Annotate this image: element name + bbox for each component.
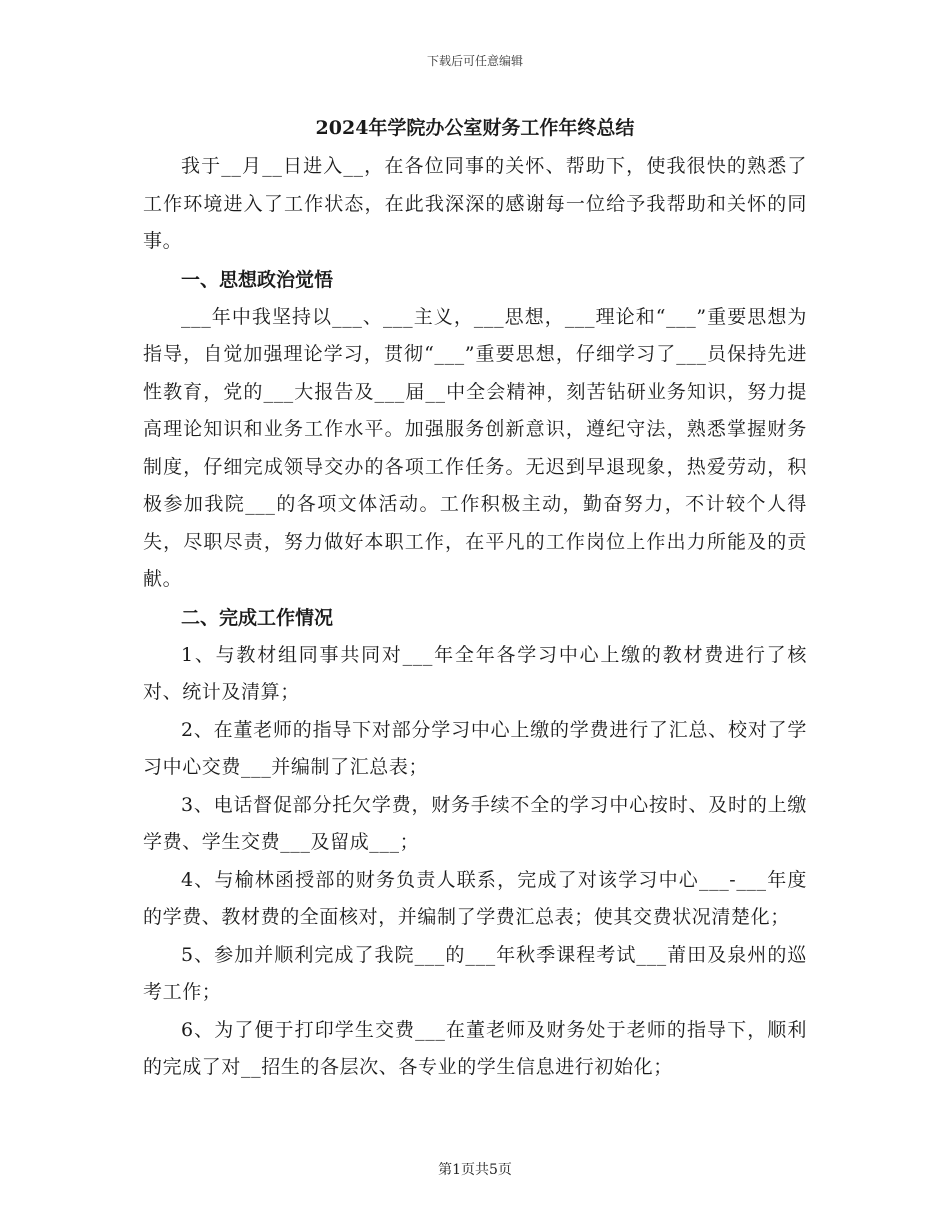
work-item-4: 4、与榆林函授部的财务负责人联系，完成了对该学习中心___-___年度的学费、教材费的全面核对，并编制了学费汇总表；使其交费状况清楚化； bbox=[143, 868, 807, 928]
document-title: 2024年学院办公室财务工作年终总结 bbox=[315, 117, 635, 139]
work-item-1: 1、与教材组同事共同对___年全年各学习中心上缴的教材费进行了核对、统计及清算； bbox=[143, 643, 807, 703]
section-heading-political: 一、思想政治觉悟 bbox=[181, 268, 334, 291]
document-body bbox=[143, 108, 807, 1087]
political-paragraph: ___年中我坚持以___、___主义，___思想，___理论和“___”重要思想为指导，自觉加强理论学习，贯彻“___”重要思想，仔细学习了___员保持先进性教育，党的___大报告及___届__中全会精神，刻苦钻研业务知识，努力提高理论知识和业务工作水平。加强服务创新意识，遵纪守法，熟悉掌握财务制度，仔细完成领导交办的各项工作任务。无迟到早退现象，热爱劳动，积极参加我院___的各项文体活动。工作积极主动，勤奋努力，不计较个人得失，尽职尽责，努力做好本职工作，在平凡的工作岗位上作出力所能及的贡献。 bbox=[143, 305, 807, 590]
section-heading-work: 二、完成工作情况 bbox=[181, 606, 334, 629]
work-item-3: 3、电话督促部分托欠学费，财务手续不全的学习中心按时、及时的上缴学费、学生交费___及留成___； bbox=[143, 793, 807, 853]
work-item-6: 6、为了便于打印学生交费___在董老师及财务处于老师的指导下，顺利的完成了对__招生的各层次、各专业的学生信息进行初始化； bbox=[143, 1018, 807, 1078]
work-item-5: 5、参加并顺利完成了我院___的___年秋季课程考试___莆田及泉州的巡考工作； bbox=[143, 943, 807, 1003]
intro-paragraph: 我于__月__日进入__，在各位同事的关怀、帮助下，使我很快的熟悉了工作环境进入了工作状态，在此我深深的感谢每一位给予我帮助和关怀的同事。 bbox=[143, 155, 807, 252]
work-item-2: 2、在董老师的指导下对部分学习中心上缴的学费进行了汇总、校对了学习中心交费___并编制了汇总表； bbox=[143, 718, 807, 778]
page-footer: 第1页共5页 bbox=[438, 1162, 512, 1178]
header-note: 下载后可任意编辑 bbox=[426, 54, 523, 68]
